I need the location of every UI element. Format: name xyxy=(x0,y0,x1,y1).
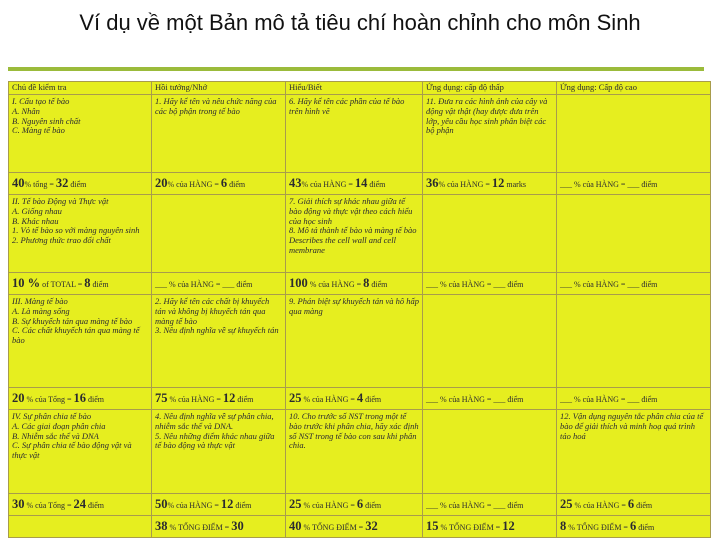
content-cell: 7. Giải thích sự khác nhau giữa tế bào động và thực vật theo cách hiểu của học sinh 8. Mô tả thành tế bào và màng tế bào Describes the cell wall and cell membrane xyxy=(286,195,423,273)
header-cell: Ứng dụng: cấp độ thấp xyxy=(423,82,557,95)
total-cell: 15 % TỔNG ĐIỂM = 12 xyxy=(423,516,557,538)
total-cell: 8 % TỔNG ĐIỂM = 6 điểm xyxy=(557,516,711,538)
score-cell: ___ % của HÀNG = ___ điểm xyxy=(152,273,286,295)
content-cell: 11. Đưa ra các hình ảnh của cây và động vật thật (hay được đưa trên lớp, yêu cầu học sinh phân biệt các bộ phận xyxy=(423,95,557,173)
score-cell: 43% của HÀNG = 14 điểm xyxy=(286,173,423,195)
content-cell: 1. Hãy kể tên và nêu chức năng của các bộ phận trong tế bào xyxy=(152,95,286,173)
content-cell: 6. Hãy kể tên các phần của tế bào trên hình vẽ xyxy=(286,95,423,173)
score-cell: 10 % of TOTAL = 8 điểm xyxy=(9,273,152,295)
content-cell xyxy=(557,195,711,273)
total-cell: 40 % TỔNG ĐIỂM = 32 xyxy=(286,516,423,538)
header-cell: Hồi tưởng/Nhớ xyxy=(152,82,286,95)
score-cell: ___ % của HÀNG = ___ điểm xyxy=(423,388,557,410)
score-cell: 50% của HÀNG = 12 điểm xyxy=(152,494,286,516)
score-cell: 20 % của Tổng = 16 điểm xyxy=(9,388,152,410)
header-cell: Ứng dụng: Cấp độ cao xyxy=(557,82,711,95)
score-cell: 36% của HÀNG = 12 marks xyxy=(423,173,557,195)
topic-cell: IV. Sự phân chia tế bào A. Các giai đoạn phân chia B. Nhiễm sắc thể và DNA C. Sự phân chia tế bào động vật và thực vật xyxy=(9,410,152,494)
score-row xyxy=(9,173,711,195)
content-cell xyxy=(423,195,557,273)
totals-row xyxy=(9,516,711,538)
score-cell: 100 % của HÀNG = 8 điểm xyxy=(286,273,423,295)
criteria-table xyxy=(8,81,711,538)
content-cell: 9. Phán biệt sự khuyếch tán và hô hấp qua màng xyxy=(286,295,423,388)
score-cell: 20% của HÀNG = 6 điểm xyxy=(152,173,286,195)
topic-cell: I. Cấu tạo tế bào A. Nhân B. Nguyên sinh chất C. Màng tế bào xyxy=(9,95,152,173)
content-cell xyxy=(557,95,711,173)
title-divider xyxy=(8,67,704,71)
content-row xyxy=(9,410,711,494)
score-row xyxy=(9,388,711,410)
content-cell xyxy=(557,295,711,388)
topic-cell: III. Màng tế bào A. Là màng sống B. Sự khuyếch tán qua màng tế bào C. Các chất khuyếch tán qua màng tế bào xyxy=(9,295,152,388)
total-cell xyxy=(9,516,152,538)
score-cell: 25 % của HÀNG = 6 điểm xyxy=(286,494,423,516)
header-cell: Chủ đề kiểm tra xyxy=(9,82,152,95)
content-cell: 10. Cho trước số NST trong một tế bào trước khi phân chia, hãy xác định số NST trong tế bào con sau khi phân chia. xyxy=(286,410,423,494)
score-cell: ___ % của HÀNG = ___ điểm xyxy=(557,388,711,410)
content-cell: 4. Nêu định nghĩa về sự phân chia, nhiễm sắc thể và DNA. 5. Nêu những điểm khác nhau giữa tế bào động và thực vật xyxy=(152,410,286,494)
score-cell: ___ % của HÀNG = ___ điểm xyxy=(557,273,711,295)
content-cell xyxy=(152,195,286,273)
content-cell: 2. Hãy kể tên các chất bị khuyếch tán và không bị khuyếch tán qua màng tế bào 3. Nêu định nghĩa về sự khuyếch tán xyxy=(152,295,286,388)
header-row xyxy=(9,82,711,95)
score-row xyxy=(9,494,711,516)
score-row xyxy=(9,273,711,295)
score-cell: 75 % của HÀNG = 12 điểm xyxy=(152,388,286,410)
score-cell: ___ % của HÀNG = ___ điểm xyxy=(423,494,557,516)
page-title: Ví dụ về một Bản mô tả tiêu chí hoàn chỉnh cho môn Sinh xyxy=(79,10,641,35)
content-cell: 12. Vận dụng nguyên tắc phân chia của tế bào để giải thích và minh hoạ quá trình tảo hoá xyxy=(557,410,711,494)
content-row xyxy=(9,195,711,273)
content-row xyxy=(9,295,711,388)
header-cell: Hiểu/Biết xyxy=(286,82,423,95)
total-cell: 38 % TỔNG ĐIỂM = 30 xyxy=(152,516,286,538)
score-cell: ___ % của HÀNG = ___ điểm xyxy=(557,173,711,195)
content-row xyxy=(9,95,711,173)
score-cell: 25 % của HÀNG = 4 điểm xyxy=(286,388,423,410)
score-cell: ___ % của HÀNG = ___ điểm xyxy=(423,273,557,295)
score-cell: 30 % của Tổng = 24 điểm xyxy=(9,494,152,516)
score-cell: 40% tổng = 32 điểm xyxy=(9,173,152,195)
topic-cell: II. Tế bào Động và Thực vật A. Giống nhau B. Khác nhau 1. Vỏ tế bào so với màng nguyên sinh 2. Phương thức trao đổi chất xyxy=(9,195,152,273)
content-cell xyxy=(423,295,557,388)
content-cell xyxy=(423,410,557,494)
score-cell: 25 % của HÀNG = 6 điểm xyxy=(557,494,711,516)
